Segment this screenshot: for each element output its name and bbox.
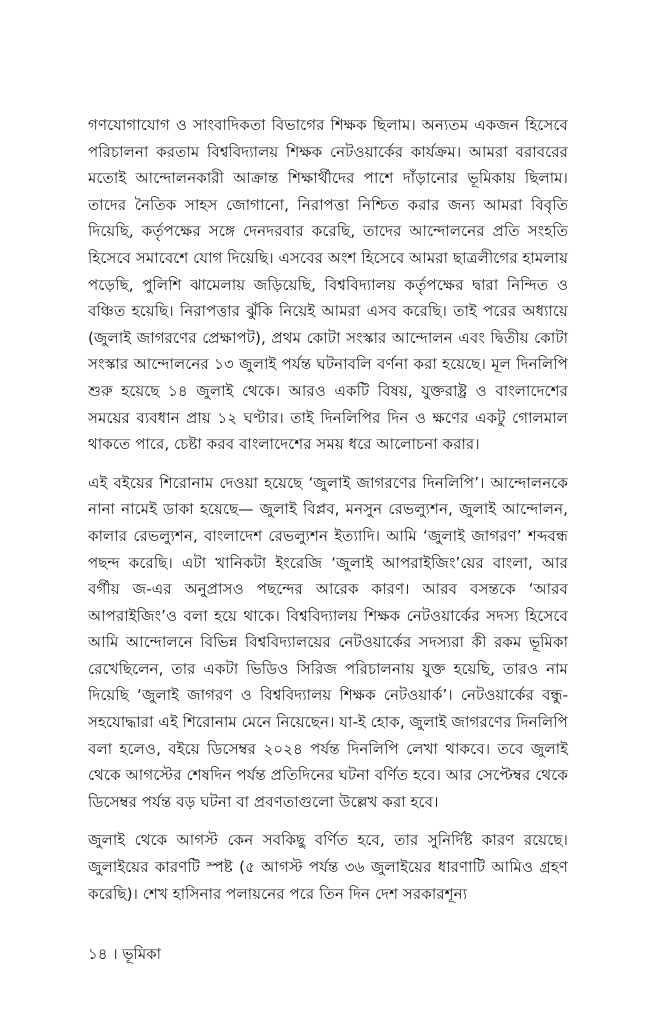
- paragraph-2: এই বইয়ের শিরোনাম দেওয়া হয়েছে ‘জুলাই জাগরণের দিনলিপি’। আন্দোলনকে নানা নামেই ডাকা হয়েছে— জুলাই বিপ্লব, মনসুন রেভল্যুশন, জুলাই আন্দোলন, কালার রেভল্যুশন, বাংলাদেশ রেভল্যুশন ইত্যাদি। আমি ‘জুলাই জাগরণ’ শব্দবন্ধ পছন্দ করেছি। এটা খানিকটা ইংরেজি ‘জুলাই আপরাইজিং’য়ের বাংলা, আর বর্গীয় জ-এর অনুপ্রাসও পছন্দের আরেক কারণ। আরব বসন্তকে ‘আরব আপরাইজিং’ও বলা হয়ে থাকে। বিশ্ববিদ্যালয় শিক্ষক নেটওয়ার্কের সদস্য হিসেবে আমি আন্দোলনে বিভিন্ন বিশ্ববিদ্যালয়ের নেটওয়ার্কের সদস্যরা কী রকম ভূমিকা রেখেছিলেন, তার একটা ভিডিও সিরিজ পরিচালনায় যুক্ত হয়েছি, তারও নাম দিয়েছি ‘জুলাই জাগরণ ও বিশ্ববিদ্যালয় শিক্ষক নেটওয়ার্ক’। নেটওয়ার্কের বন্ধু-সহযোদ্ধারা এই শিরোনাম মেনে নিয়েছেন। যা-ই হোক, জুলাই জাগরণের দিনলিপি বলা হলেও, বইয়ে ডিসেম্বর ২০২৪ পর্যন্ত দিনলিপি লেখা থাকবে। তবে জুলাই থেকে আগস্টের শেষদিন পর্যন্ত প্রতিদিনের ঘটনা বর্ণিত হবে। আর সেপ্টেম্বর থেকে ডিসেম্বর পর্যন্ত বড় ঘটনা বা প্রবণতাগুলো উল্লেখ করা হবে।: [88, 473, 568, 811]
- body-text: [88, 112, 568, 907]
- paragraph-3: জুলাই থেকে আগস্ট কেন সবকিছু বর্ণিত হবে, তার সুনির্দিষ্ট কারণ রয়েছে। জুলাইয়ের কারণটি স্পষ্ট (৫ আগস্ট পর্যন্ত ৩৬ জুলাইয়ের ধারণাটি আমিও গ্রহণ করেছি)। শেখ হাসিনার পলায়নের পরে তিন দিন দেশ সরকারশূন্য: [88, 831, 568, 903]
- paragraph-1: গণযোগাযোগ ও সাংবাদিকতা বিভাগের শিক্ষক ছিলাম। অন্যতম একজন হিসেবে পরিচালনা করতাম বিশ্ববিদ্যালয় শিক্ষক নেটওয়ার্কের কার্যক্রম। আমরা বরাবরের মতোই আন্দোলনকারী আক্রান্ত শিক্ষার্থীদের পাশে দাঁড়ানোর ভূমিকায় ছিলাম। তাদের নৈতিক সাহস জোগানো, নিরাপত্তা নিশ্চিত করার জন্য আমরা বিবৃতি দিয়েছি, কর্তৃপক্ষের সঙ্গে দেনদরবার করেছি, তাদের আন্দোলনের প্রতি সংহতি হিসেবে সমাবেশে যোগ দিয়েছি। এসবের অংশ হিসেবে আমরা ছাত্রলীগের হামলায় পড়েছি, পুলিশি ঝামেলায় জড়িয়েছি, বিশ্ববিদ্যালয় কর্তৃপক্ষের দ্বারা নিন্দিত ও বঞ্চিত হয়েছি। নিরাপত্তার ঝুঁকি নিয়েই আমরা এসব করেছি। তাই পরের অধ্যায়ে (জুলাই জাগরণের প্রেক্ষাপট), প্রথম কোটা সংস্কার আন্দোলন এবং দ্বিতীয় কোটা সংস্কার আন্দোলনের ১৩ জুলাই পর্যন্ত ঘটনাবলি বর্ণনা করা হয়েছে। মূল দিনলিপি শুরু হয়েছে ১৪ জুলাই থেকে। আরও একটি বিষয়, যুক্তরাষ্ট্র ও বাংলাদেশের সময়ের ব্যবধান প্রায় ১২ ঘণ্টার। তাই দিনলিপির দিন ও ক্ষণের একটু গোলমাল থাকতে পারে, চেষ্টা করব বাংলাদেশের সময় ধরে আলোচনা করার।: [88, 116, 569, 454]
- page-footer: ১৪ । ভূমিকা: [88, 945, 162, 963]
